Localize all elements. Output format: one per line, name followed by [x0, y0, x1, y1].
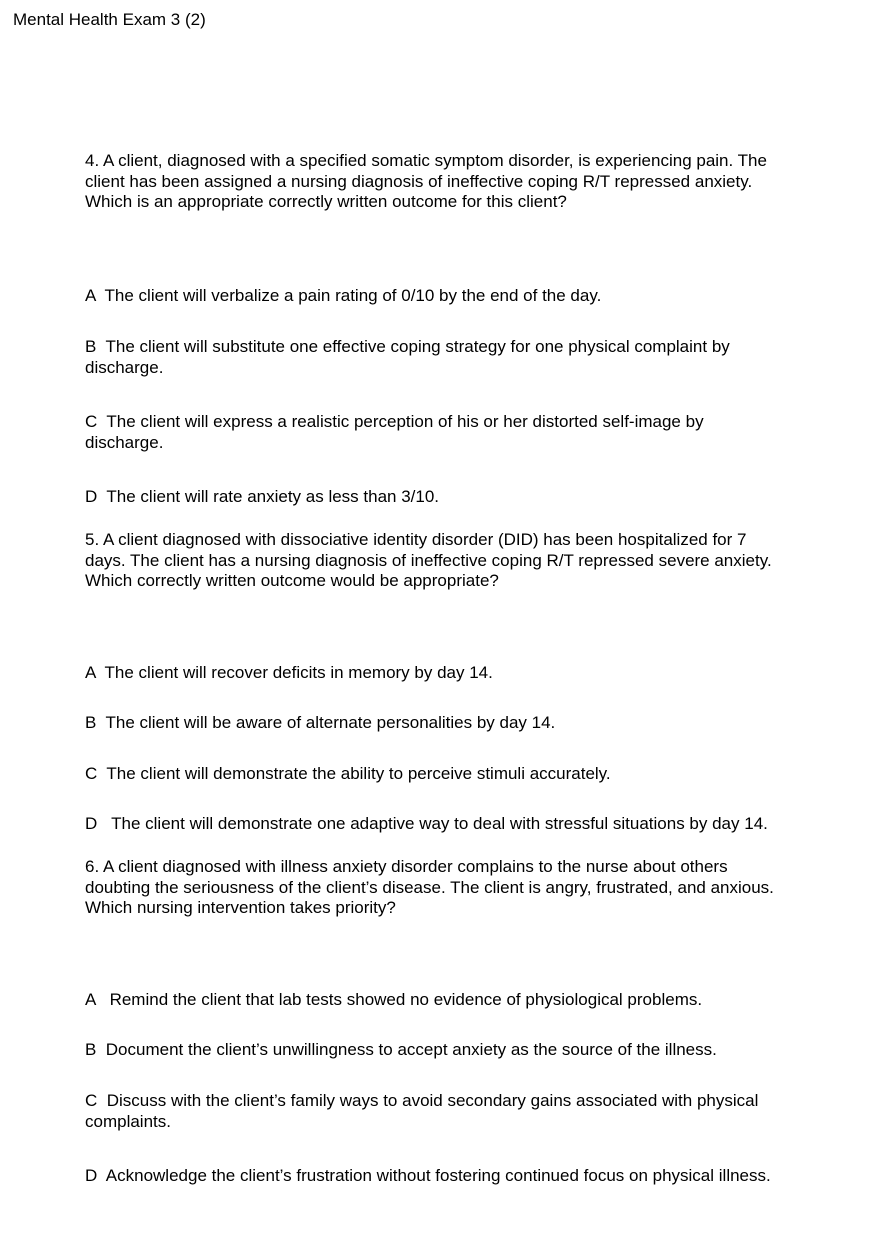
- question-4-option-b: B The client will substitute one effective coping strategy for one physical complaint by discharge.: [85, 337, 735, 377]
- document-title: Mental Health Exam 3 (2): [13, 10, 206, 29]
- question-5-option-c: C The client will demonstrate the ability to perceive stimuli accurately.: [85, 764, 611, 783]
- question-6-option-c: C Discuss with the client’s family ways to avoid secondary gains associated with physical complaints.: [85, 1091, 764, 1131]
- question-5-stem: 5. A client diagnosed with dissociative identity disorder (DID) has been hospitalized for 7 days. The client has a nursing diagnosis of ineffective coping R/T repressed severe anxiety. Which correctly written outcome would be appropriate?: [85, 530, 777, 590]
- question-6-option-d: D Acknowledge the client’s frustration without fostering continued focus on physical illness.: [85, 1166, 771, 1185]
- question-6-option-b: B Document the client’s unwillingness to accept anxiety as the source of the illness.: [85, 1040, 717, 1059]
- question-5-option-b: B The client will be aware of alternate personalities by day 14.: [85, 713, 556, 732]
- question-5-option-d: D The client will demonstrate one adaptive way to deal with stressful situations by day 14.: [85, 814, 768, 833]
- question-4-option-c: C The client will express a realistic perception of his or her distorted self-image by discharge.: [85, 412, 709, 452]
- question-6-stem: 6. A client diagnosed with illness anxiety disorder complains to the nurse about others doubting the seriousness of the client’s disease. The client is angry, frustrated, and anxious. Which nursing intervention takes priority?: [85, 857, 779, 917]
- question-5-option-a: A The client will recover deficits in memory by day 14.: [85, 663, 493, 682]
- question-4-stem: 4. A client, diagnosed with a specified somatic symptom disorder, is experiencing pain. The client has been assigned a nursing diagnosis of ineffective coping R/T repressed anxiety. Which is an appropriate correctly written outcome for this client?: [85, 151, 772, 211]
- question-4-option-a: A The client will verbalize a pain rating of 0/10 by the end of the day.: [85, 286, 602, 305]
- question-4-option-d: D The client will rate anxiety as less than 3/10.: [85, 487, 440, 506]
- question-6-option-a: A Remind the client that lab tests showed no evidence of physiological problems.: [85, 990, 703, 1009]
